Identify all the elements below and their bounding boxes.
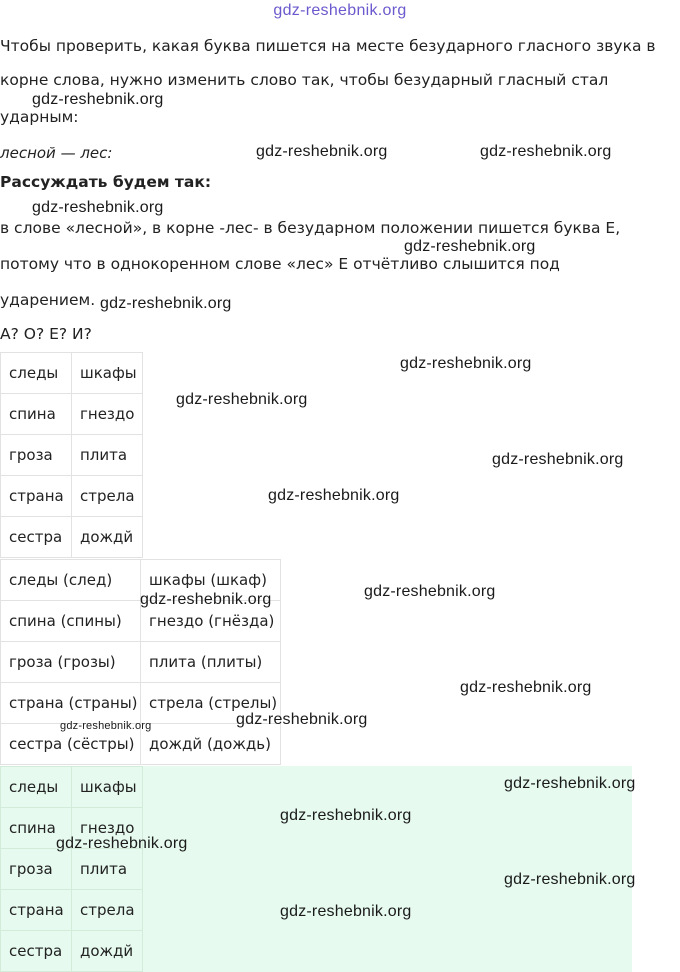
answer-cell: стрела (72, 890, 143, 931)
check-cell: страна (страны) (1, 683, 141, 724)
watermark: gdz-reshebnik.org (176, 391, 308, 408)
watermark: gdz-reshebnik.org (460, 679, 592, 696)
check-cell: стрела (стрелы) (141, 683, 281, 724)
word-cell: страна (1, 476, 72, 517)
word-cell: плита (72, 435, 143, 476)
watermark: gdz-reshebnik.org (280, 807, 412, 824)
watermark: gdz-reshebnik.org (100, 295, 232, 312)
answer-cell: плита (72, 849, 143, 890)
reasoning-line-3: ударением. (0, 291, 96, 309)
answer-cell: следы (1, 767, 72, 808)
question-letters: А? О? Е? И? (0, 325, 92, 343)
table-row (1, 353, 143, 394)
watermark: gdz-reshebnik.org (140, 591, 272, 608)
watermark: gdz-reshebnik.org (32, 199, 164, 216)
rule-line-2: корне слова, нужно изменить слово так, чтобы безударный гласный стал (0, 71, 609, 89)
answer-cell: страна (1, 890, 72, 931)
reasoning-line-2: потому что в однокоренном слове «лес» Е отчётливо слышится под (0, 255, 560, 273)
answer-cell: спина (1, 808, 72, 849)
rule-line-1: Чтобы проверить, какая буква пишется на месте безударного гласного звука в (0, 37, 656, 55)
watermark: gdz-reshebnik.org (404, 238, 536, 255)
table-row (1, 435, 143, 476)
rule-line-3: ударным: (0, 108, 79, 126)
check-cell: сестра (сёстры) (1, 724, 141, 765)
answer-cell: дождй (72, 931, 143, 972)
watermark: gdz-reshebnik.org (400, 355, 532, 372)
watermark: gdz-reshebnik.org (236, 711, 368, 728)
word-cell: стрела (72, 476, 143, 517)
example-pair: лесной — лес: (0, 144, 113, 162)
watermark: gdz-reshebnik.org (256, 143, 388, 160)
reasoning-heading: Рассуждать будем так: (0, 173, 212, 191)
check-cell: гроза (грозы) (1, 642, 141, 683)
watermark: gdz-reshebnik.org (364, 583, 496, 600)
table-row (1, 849, 143, 890)
watermark-top[interactable]: gdz-reshebnik.org (273, 2, 407, 19)
table-row (1, 931, 143, 972)
word-cell: сестра (1, 517, 72, 558)
answer-cell: сестра (1, 931, 72, 972)
watermark: gdz-reshebnik.org (504, 775, 636, 792)
table-row (1, 767, 143, 808)
check-cell: плита (плиты) (141, 642, 281, 683)
word-cell: следы (1, 353, 72, 394)
answer-cell: гроза (1, 849, 72, 890)
word-cell: шкафы (72, 353, 143, 394)
check-cell: дождй (дождь) (141, 724, 281, 765)
watermark: gdz-reshebnik.org (268, 487, 400, 504)
word-cell: спина (1, 394, 72, 435)
watermark: gdz-reshebnik.org (32, 91, 164, 108)
table-row (1, 517, 143, 558)
answer-table (0, 766, 143, 972)
reasoning-line-1: в слове «лесной», в корне -лес- в безударном положении пишется буква Е, (0, 219, 621, 237)
answer-cell: гнездо (72, 808, 143, 849)
check-cell: следы (след) (1, 560, 141, 601)
check-cell: шкафы (шкаф) (141, 560, 281, 601)
table-row (1, 890, 143, 931)
watermark: gdz-reshebnik.org (60, 720, 152, 732)
watermark: gdz-reshebnik.org (492, 451, 624, 468)
watermark: gdz-reshebnik.org (504, 871, 636, 888)
table-row (1, 642, 281, 683)
table-row (1, 476, 143, 517)
checks-table (0, 559, 281, 765)
table-row (1, 394, 143, 435)
watermark: gdz-reshebnik.org (480, 143, 612, 160)
check-cell: гнездо (гнёзда) (141, 601, 281, 642)
watermark: gdz-reshebnik.org (56, 835, 188, 852)
word-cell: дождй (72, 517, 143, 558)
word-cell: гроза (1, 435, 72, 476)
words-table (0, 352, 143, 558)
watermark: gdz-reshebnik.org (280, 903, 412, 920)
check-cell: спина (спины) (1, 601, 141, 642)
word-cell: гнездо (72, 394, 143, 435)
answer-cell: шкафы (72, 767, 143, 808)
